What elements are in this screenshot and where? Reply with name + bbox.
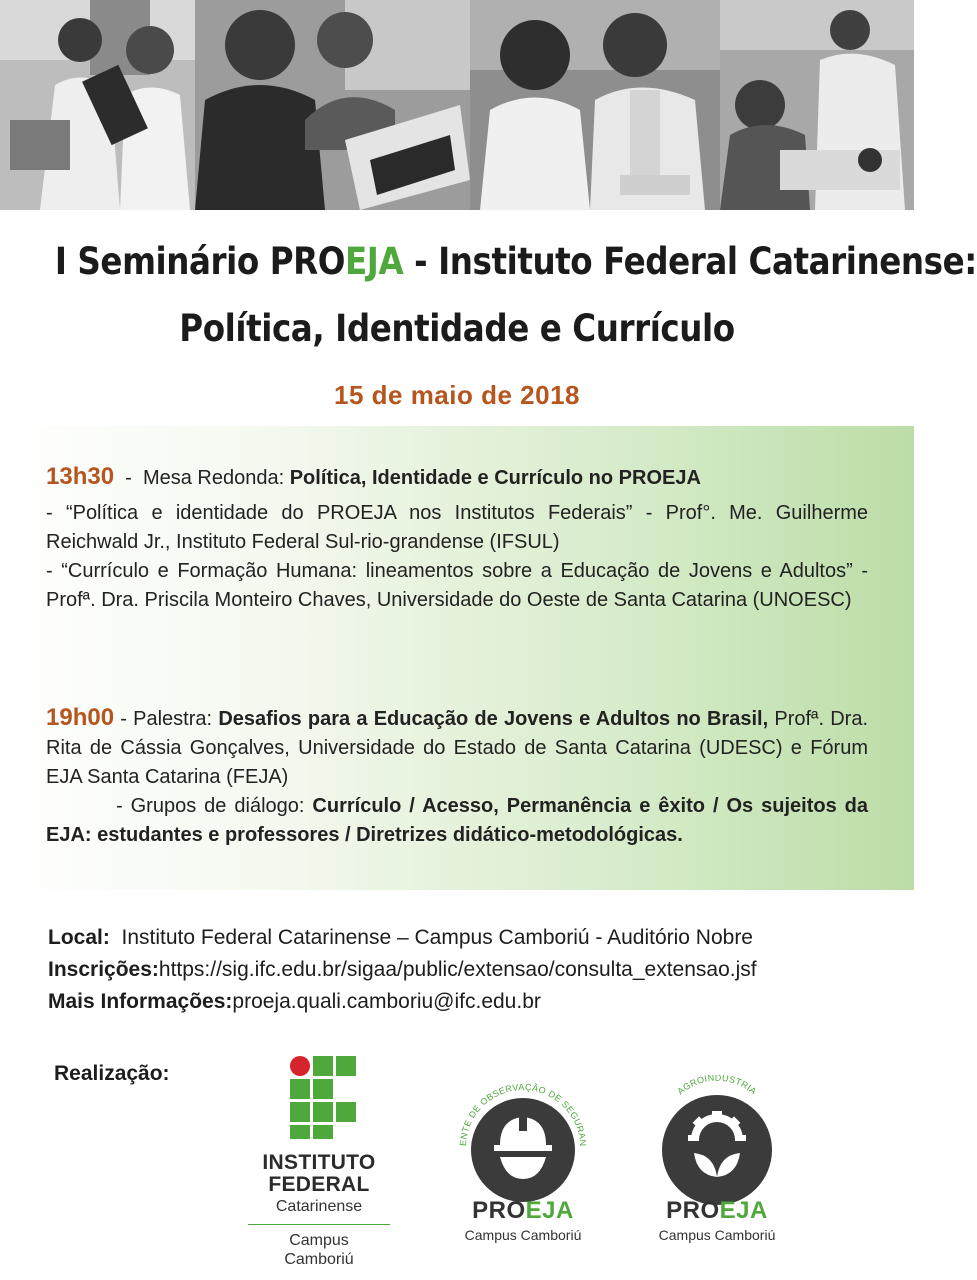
info-mais (48, 986, 757, 1018)
item1-dash: - (46, 502, 66, 524)
title-text-post: - Instituto Federal Catarinense: (403, 240, 977, 283)
session2-rest: Profª. Dra. Rita de Cássia Gonçalves, Universidade do Estado de Santa Catarina (UDESC) e Fórum EJA Santa Catarina (FEJA) (46, 708, 868, 788)
local-value: Instituto Federal Catarinense – Campus Camboriú - Auditório Nobre (109, 926, 753, 949)
safety-badge-name (448, 1197, 598, 1225)
gear-leaf-icon (642, 1075, 792, 1205)
event-info (48, 922, 757, 1018)
if-logo-line1: INSTITUTO (262, 1151, 376, 1174)
badge2-name-pre: PRO (666, 1197, 720, 1224)
badge1-name-accent: EJA (525, 1197, 574, 1224)
lab-photo-laptop (195, 0, 470, 210)
lab-photo-microscope-1 (0, 0, 195, 210)
badge1-name-pre: PRO (472, 1197, 526, 1224)
if-logo-line3: Catarinense (275, 1198, 363, 1215)
agro-arc-text: AGROINDÚSTRIA (675, 1075, 759, 1097)
if-catarinense-logo (248, 1055, 390, 1269)
inscricoes-link[interactable]: https://sig.ifc.edu.br/sigaa/public/extensao/consulta_extensao.jsf (158, 958, 757, 981)
if-grid-icon (248, 1055, 390, 1139)
proeja-agro-badge (642, 1075, 792, 1245)
realizacao-label: Realização: (54, 1062, 170, 1085)
info-local (48, 922, 757, 954)
session1-item1 (46, 499, 868, 557)
session1-prefix: - Mesa Redonda: (114, 467, 290, 489)
if-logo-divider (248, 1224, 390, 1225)
title-text-pre: I Seminário PRO (54, 240, 346, 283)
safety-badge-sub: Campus Camboriú (464, 1227, 582, 1243)
item1-title: “Política e identidade do PROEJA nos Institutos Federais” (65, 502, 633, 524)
if-logo-campus2: Camboriú (284, 1251, 354, 1268)
mais-label: Mais Informações: (48, 990, 233, 1013)
session-afternoon (46, 462, 868, 615)
session-evening (46, 703, 868, 850)
session1-time: 13h30 (46, 463, 115, 490)
badge2-name-accent: EJA (719, 1197, 768, 1224)
svg-text:AGROINDÚSTRIA (675, 1075, 758, 1096)
session1-header (46, 462, 868, 493)
safety-helmet-icon (448, 1075, 598, 1205)
agro-badge-sub: Campus Camboriú (658, 1227, 776, 1243)
event-title-line1 (54, 240, 977, 283)
session1-item2: - “Currículo e Formação Humana: lineamentos sobre a Educação de Jovens e Adultos” - Profª. Dra. Priscila Monteiro Chaves, Universidade do Oeste de Santa Catarina (UNOESC) (46, 560, 868, 611)
session2-groups (46, 792, 868, 850)
event-title-line2: Política, Identidade e Currículo (179, 307, 735, 350)
safety-arc-text: ENTE DE OBSERVAÇÃO DE SEGURAN (457, 1081, 589, 1147)
agro-badge-name (642, 1197, 792, 1225)
inscricoes-label: Inscrições: (48, 958, 159, 981)
session2-lecture (46, 703, 868, 792)
groups-prefix: - Grupos de diálogo: (116, 795, 313, 817)
session2-topic: Desafios para a Educação de Jovens e Adultos no Brasil, (218, 708, 769, 730)
info-inscricoes (48, 954, 757, 986)
local-label: Local: (48, 926, 110, 949)
title-text-accent: EJA (345, 240, 404, 283)
photo-strip (0, 0, 914, 210)
item1-rest: - Prof°. Me. Guilherme Reichwald Jr., Instituto Federal Sul-rio-grandense (IFSUL) (46, 502, 869, 553)
proeja-safety-badge (448, 1075, 598, 1245)
session2-prefix: - Palestra: (114, 708, 219, 730)
event-date: 15 de maio de 2018 (333, 380, 581, 410)
session2-time: 19h00 (46, 704, 115, 731)
session1-topic: Política, Identidade e Currículo no PROEJA (289, 467, 701, 489)
contact-email[interactable]: proeja.quali.camboriu@ifc.edu.br (232, 990, 541, 1013)
if-logo-line2: FEDERAL (268, 1173, 370, 1196)
if-logo-campus1: Campus (289, 1232, 349, 1249)
lab-photo-students (470, 0, 720, 210)
groups-list: Currículo / Acesso, Permanência e êxito / Os sujeitos da EJA: estudantes e professores / Diretrizes didático-metodológicas. (46, 795, 868, 846)
lab-photo-microscope-2 (720, 0, 914, 210)
